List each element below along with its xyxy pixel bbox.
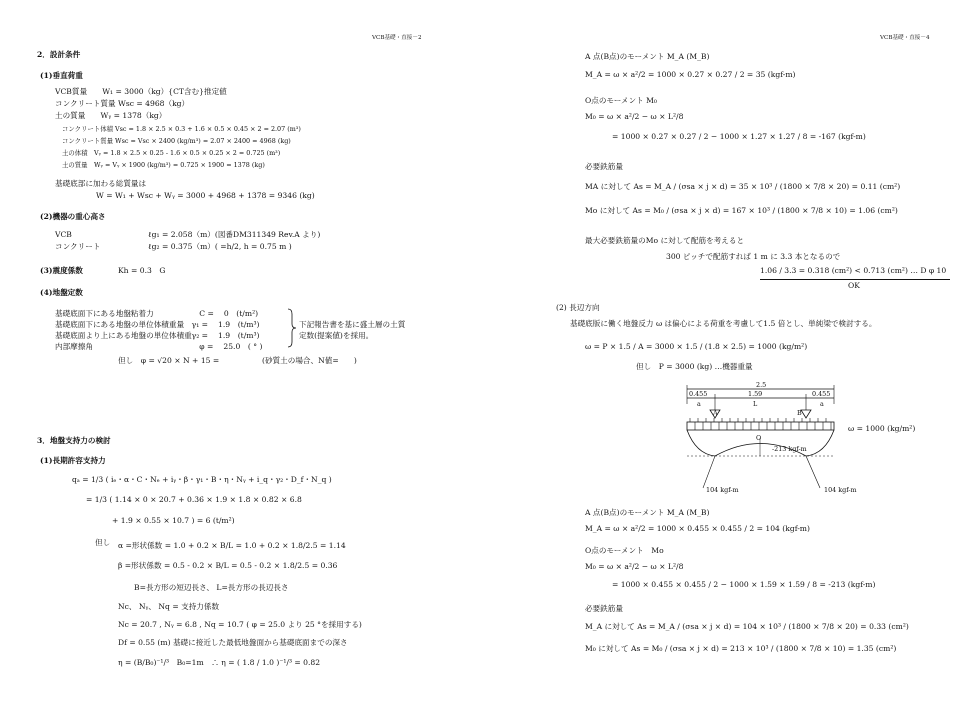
alpha-prefix: 但し	[95, 538, 111, 547]
dim-a-left: 0.455	[689, 390, 708, 398]
support-a-label: A	[713, 409, 718, 417]
subsection-seismic: (3)震度係数	[40, 266, 83, 275]
cg-vcb: ℓg₁ = 2.058（m）(図番DM311349 Rev.A より)	[148, 230, 321, 239]
total-load-title: 基礎底部に加わる総質量は	[55, 179, 147, 188]
beta-shape-factor: β =形状係数 = 0.5 - 0.2 × B/L = 0.5 - 0.2 × 1.8/2.5 = 0.36	[118, 561, 338, 570]
moment-a-calc-2: M_A = ω × a²/2 = 1000 × 0.455 × 0.455 / 2 = 104 (kgf-m)	[585, 524, 810, 533]
moment-o-title-2: O点のモーメント Mo	[585, 546, 664, 555]
support-b-label: B	[797, 409, 802, 417]
subsection-vertical-load: (1)垂直荷重	[40, 71, 83, 80]
subsection-center-of-gravity: (2)機器の重心高さ	[40, 212, 106, 221]
bearing-factor-title: Nc、 Nᵧ、 Nq = 支持力係数	[118, 602, 220, 611]
soil-brace	[287, 308, 297, 348]
left-moment-label: 104 kgf-m	[706, 486, 739, 494]
qa-calc-line1: = 1/3 ( 1.14 × 0 × 20.7 + 0.36 × 1.9 × 1.8 × 0.82 × 6.8	[86, 495, 302, 504]
phi-formula: 但し φ = √20 × N + 15 =	[118, 356, 220, 365]
center-point-label: O	[756, 434, 762, 442]
moment-o-calc-1b: = 1000 × 0.27 × 0.27 / 2 − 1000 × 1.27 × 1.27 / 8 = -167 (kgf-m)	[612, 132, 866, 141]
rebar-pitch-calc: 1.06 / 3.3 = 0.318 (cm²) < 0.713 (cm²) … D φ 10	[760, 266, 947, 275]
soil-cohesion: 基礎底面下にある地盤粘着力 C = 0 (t/m²)	[55, 309, 259, 318]
left-page-header: VCB基礎・直接－2	[372, 35, 422, 41]
dim-a-right: 0.455	[812, 390, 831, 398]
vcb-mass: VCB質量 W₁ = 3000（kg）{CT含む}推定値	[55, 87, 227, 96]
subsection-long-side: (2) 長辺方向	[556, 303, 600, 312]
concrete-mass-calc: コンクリート質量 Wsc = Vsc × 2400 (kg/m³) = 2.07 × 2400 = 4968 (kg)	[62, 137, 291, 145]
dim-total: 2.5	[756, 381, 767, 389]
soil-note-line2: 定数(提案値)を採用。	[299, 331, 374, 340]
cg-concrete-label: コンクリート	[55, 242, 101, 251]
b-l-note: B=長方形の短辺長さ、 L=長方形の長辺長さ	[134, 583, 289, 592]
soil-mass: 土の質量 Wᵧ = 1378（kg）	[55, 111, 167, 120]
long-side-description: 基礎底版に働く地盤反力 ω は偏心による荷重を考慮して1.5 倍とし、単純梁で検討する。	[570, 319, 877, 328]
max-rebar-title: 最大必要鉄筋量のMo に対して配筋を考えると	[585, 236, 745, 245]
subsection-soil-constants: (4)地盤定数	[40, 288, 83, 297]
moment-o-title-1: O点のモーメント M₀	[585, 96, 657, 105]
right-moment-label: 104 kgf-m	[824, 486, 857, 494]
dim-l: 1.59	[748, 390, 763, 398]
subsection-allowable-bearing: (1)長期許容支持力	[40, 456, 106, 465]
qa-calc-line2: + 1.9 × 0.55 × 10.7 ) = 6 (t/m²)	[112, 516, 235, 525]
moment-a-title-1: A 点(B点)のモーメント M_A (M_B)	[585, 52, 710, 61]
rebar-ma-2: M_A に対して As = M_A / (σsa × j × d) = 104 × 10³ / (1800 × 7/8 × 20) = 0.33 (cm²)	[585, 622, 909, 631]
alpha-shape-factor: α =形状係数 = 1.0 + 0.2 × B/L = 1.0 + 0.2 × 1.8/2.5 = 1.14	[118, 541, 346, 550]
moment-o-calc-2a: M₀ = ω × a²/2 − ω × L²/8	[585, 562, 684, 571]
cg-vcb-label: VCB	[55, 230, 72, 239]
moment-o-calc-1a: M₀ = ω × a²/2 − ω × L²/8	[585, 112, 684, 121]
section-2-title: 2．設計条件	[37, 50, 81, 59]
soil-unit-weight-above: 基礎底面より上にある地盤の単位体積重γ₂ = 1.9 (t/m³)	[55, 331, 260, 340]
concrete-volume: コンクリート体積 Vsc = 1.8 × 2.5 × 0.3 + 1.6 × 0.5 × 0.45 × 2 = 2.07 (m³)	[62, 125, 301, 133]
check-ok: OK	[848, 281, 860, 290]
eta-factor: η = (B/B₀)⁻¹/³ B₀=1m ∴ η = ( 1.8 / 1.0 )⁻¹/³ = 0.82	[118, 658, 321, 667]
right-page-header: VCB基礎・直接－4	[880, 35, 930, 41]
moment-o-calc-2b: = 1000 × 0.455 × 0.455 / 2 − 1000 × 1.59 × 1.59 / 8 = -213 (kgf-m)	[612, 580, 876, 589]
moment-a-calc-1: M_A = ω × a²/2 = 1000 × 0.27 × 0.27 / 2 = 35 (kgf-m)	[585, 70, 796, 79]
pitch-underline	[760, 279, 950, 280]
required-rebar-title-2: 必要鉄筋量	[585, 604, 623, 613]
label-a-left: a	[697, 400, 701, 408]
rebar-mo-1: Mo に対して As = M₀ / (σsa × j × d) = 167 × 10³ / (1800 × 7/8 × 10) = 1.06 (cm²)	[585, 206, 898, 215]
center-moment-label: -213 kgf-m	[772, 445, 807, 453]
qa-formula: qₐ = 1/3 ( iₑ・α・C・Nₑ + iᵧ・β・γ₁・B・η・Nᵧ + i_q・γ₂・D_f・N_q )	[72, 475, 332, 484]
moment-a-title-2: A 点(B点)のモーメント M_A (M_B)	[585, 508, 710, 517]
phi-note: (砂質土の場合、N値= )	[262, 356, 357, 365]
soil-mass-calc: 土の質量 Wᵧ = Vᵧ × 1900 (kg/m³) = 0.725 × 1900 = 1378 (kg)	[62, 161, 265, 169]
soil-unit-weight-below: 基礎底面下にある地盤の単位体積重量 γ₁ = 1.9 (t/m³)	[55, 320, 260, 329]
rebar-mo-2: M₀ に対して As = M₀ / (σsa × j × d) = 213 × 10³ / (1800 × 7/8 × 10) = 1.35 (cm²)	[585, 644, 897, 653]
required-rebar-title-1: 必要鉄筋量	[585, 162, 623, 171]
omega-value-label: ω = 1000 (kg/m²)	[848, 424, 916, 433]
rebar-pitch: 300 ピッチで配筋すれば 1 m に 3.3 本となるので	[666, 252, 841, 261]
embedment-depth: Df = 0.55 (m) 基礎に接近した最低地盤面から基礎底面までの深さ	[118, 638, 348, 647]
cg-concrete: ℓg₂ = 0.375（m）( =h/2, h = 0.75 m )	[148, 242, 292, 251]
section-3-title: 3．地盤支持力の検討	[37, 436, 111, 445]
label-a-right: a	[820, 400, 824, 408]
machine-weight-note: 但し P = 3000 (kg) …機器重量	[636, 362, 753, 371]
concrete-mass: コンクリート質量 Wsc = 4968（kg）	[55, 99, 190, 108]
soil-volume: 土の体積 Vᵧ = 1.8 × 2.5 × 0.25 - 1.6 × 0.5 × 0.25 × 2 = 0.725 (m³)	[62, 149, 281, 157]
bearing-factor-values: Nc = 20.7 , Nᵧ = 6.8 , Nq = 10.7 ( φ = 25.0 より 25 °を採用する)	[118, 620, 362, 629]
omega-calc: ω = P × 1.5 / A = 3000 × 1.5 / (1.8 × 2.5) = 1000 (kg/m²)	[585, 342, 808, 351]
rebar-ma-1: MA に対して As = M_A / (σsa × j × d) = 35 × 10³ / (1800 × 7/8 × 20) = 0.11 (cm²)	[585, 182, 901, 191]
soil-friction-angle: 内部摩擦角 φ = 25.0 ( ° )	[55, 342, 263, 351]
seismic-coefficient: Kh = 0.3 G	[118, 266, 166, 275]
total-load: W = W₁ + Wsc + Wᵧ = 3000 + 4968 + 1378 = 9346 (kg)	[96, 191, 315, 200]
soil-note-line1: 下記報告書を基に盛土層の土質	[299, 320, 406, 329]
label-l: L	[753, 400, 758, 408]
